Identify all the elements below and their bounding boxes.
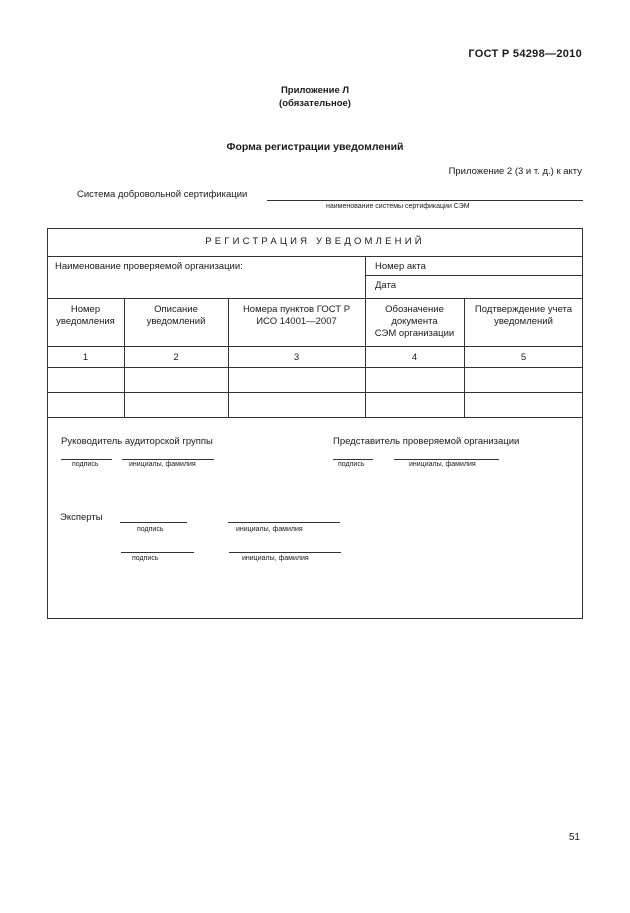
- certification-system-caption: наименование системы сертификации СЭМ: [326, 203, 470, 210]
- column-header-notification-description: Описание уведомлений: [146, 304, 206, 327]
- expert-1-name-line[interactable]: [228, 522, 340, 523]
- experts-label: Эксперты: [60, 512, 103, 523]
- form-title: Форма регистрации уведомлений: [226, 141, 404, 153]
- page-number: 51: [568, 832, 580, 843]
- certification-system-blank[interactable]: [267, 200, 583, 201]
- annex-reference: Приложение 2 (3 и т. д.) к акту: [448, 166, 582, 177]
- rule-row-1: [47, 392, 583, 393]
- team-leader-signature-caption: подпись: [72, 461, 99, 468]
- column-number-4: 4: [411, 352, 418, 363]
- team-leader-name-line[interactable]: [122, 459, 214, 460]
- rule-org-act-divider: [365, 256, 366, 298]
- column-number-3: 3: [293, 352, 300, 363]
- registration-title: РЕГИСТРАЦИЯ УВЕДОМЛЕНИЙ: [205, 236, 425, 247]
- column-number-2: 2: [173, 352, 179, 363]
- org-representative-name-line[interactable]: [394, 459, 499, 460]
- column-number-1: 1: [82, 352, 89, 363]
- date-label: Дата: [375, 280, 397, 291]
- org-representative-name-caption: инициалы, фамилия: [409, 461, 476, 468]
- expert-2-signature-line[interactable]: [121, 552, 194, 553]
- column-header-document-designation: Обозначение документа СЭМ организации: [374, 304, 455, 339]
- column-header-confirmation: Подтверждение учета уведомлений: [474, 304, 573, 327]
- rule-below-headers: [47, 346, 583, 347]
- org-representative-signature-caption: подпись: [338, 461, 365, 468]
- standard-code: ГОСТ Р 54298—2010: [468, 48, 582, 60]
- appendix-title: Приложение Л: [280, 85, 350, 96]
- certification-system-row: [77, 189, 583, 203]
- team-leader-name-caption: инициалы, фамилия: [129, 461, 196, 468]
- expert-1-name-caption: инициалы, фамилия: [236, 526, 303, 533]
- column-header-standard-clauses: Номера пунктов ГОСТ Р ИСО 14001—2007: [242, 304, 351, 327]
- rule-row-2: [47, 417, 583, 418]
- rule-above-headers: [47, 298, 583, 299]
- team-leader-label: Руководитель аудиторской группы: [61, 436, 213, 447]
- rule-below-title: [47, 256, 583, 257]
- appendix-status: (обязательное): [279, 98, 351, 109]
- team-leader-signature-line[interactable]: [61, 459, 112, 460]
- act-number-label: Номер акта: [375, 261, 426, 272]
- rule-act-date: [365, 275, 583, 276]
- organization-name-label: Наименование проверяемой организации:: [55, 261, 243, 272]
- column-number-5: 5: [520, 352, 527, 363]
- expert-2-name-line[interactable]: [229, 552, 341, 553]
- expert-2-signature-caption: подпись: [132, 555, 159, 562]
- expert-1-signature-line[interactable]: [120, 522, 187, 523]
- certification-system-label: Система добровольной сертификации: [77, 189, 248, 200]
- appendix-heading: [0, 84, 630, 110]
- expert-1-signature-caption: подпись: [137, 526, 164, 533]
- registration-form-frame: [47, 228, 583, 619]
- expert-2-name-caption: инициалы, фамилия: [242, 555, 309, 562]
- column-header-notification-number: Номер уведомления: [56, 304, 115, 327]
- org-representative-signature-line[interactable]: [333, 459, 373, 460]
- org-representative-label: Представитель проверяемой организации: [333, 436, 520, 447]
- rule-below-numbers: [47, 367, 583, 368]
